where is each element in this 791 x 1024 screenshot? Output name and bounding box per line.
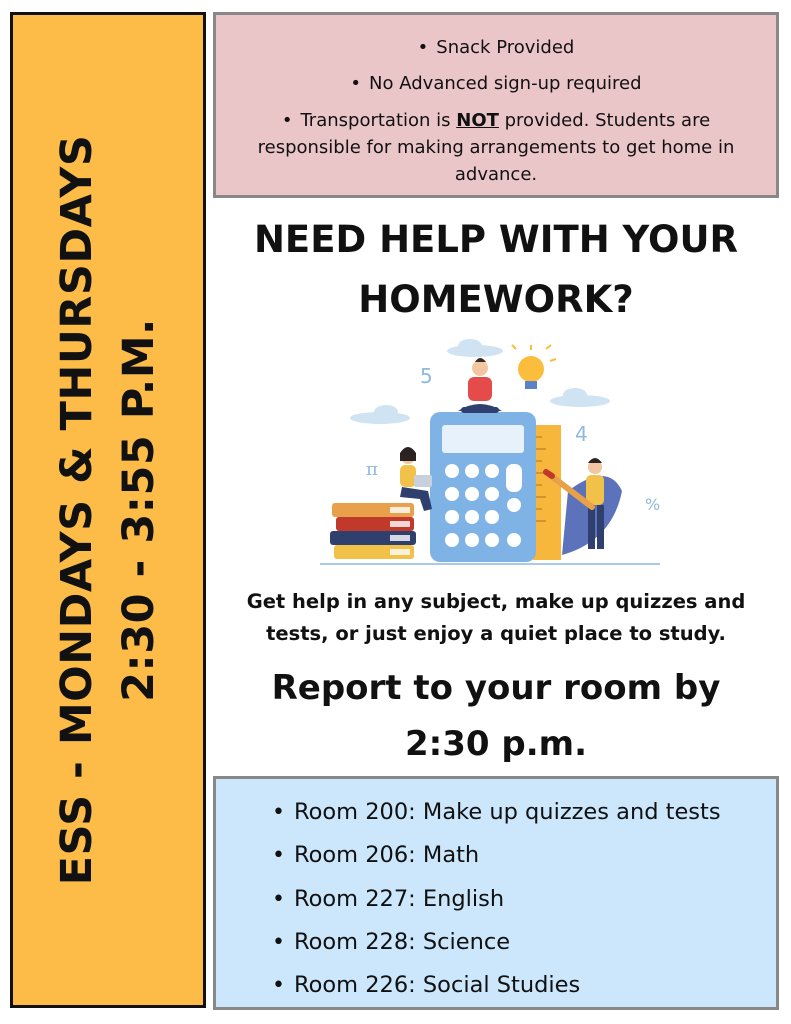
not-emphasis: NOT	[456, 110, 499, 131]
four-glyph: 4	[575, 422, 588, 446]
headline: NEED HELP WITH YOUR HOMEWORK?	[253, 218, 739, 321]
room-item: • Room 227: English	[294, 878, 776, 921]
schedule-sidebar	[10, 12, 206, 1008]
report-instruction: Report to your room by 2:30 p.m.	[271, 668, 721, 764]
student-sitting-icon	[458, 358, 502, 413]
help-description: Get help in any subject, make up quizzes and tests, or just enjoy a quiet place to study.	[246, 590, 746, 645]
lightbulb-icon	[512, 345, 556, 389]
rooms-box	[213, 776, 779, 1010]
room-item: • Room 226: Social Studies	[294, 964, 776, 1007]
schedule-days: ESS - MONDAYS & THURSDAYS	[52, 134, 102, 886]
info-item-transport: • Transportation is NOT provided. Students are responsible for making arrangements to get home in advance.	[257, 110, 735, 185]
room-item: • Room 206: Math	[294, 834, 776, 877]
info-list	[216, 15, 776, 188]
room-item: • Room 228: Science	[294, 921, 776, 964]
info-item: • No Advanced sign-up required	[350, 73, 642, 94]
student-laptop-icon	[400, 447, 432, 511]
room-item: • Room 200: Make up quizzes and tests	[294, 791, 776, 834]
percent-glyph: %	[645, 495, 661, 514]
info-box	[213, 12, 779, 198]
pi-glyph: π	[366, 459, 378, 480]
books-stack-icon	[330, 503, 416, 559]
ruler-icon	[533, 425, 561, 560]
info-item: • Snack Provided	[417, 37, 575, 58]
calculator-students-illustration	[320, 335, 680, 575]
schedule-text	[46, 30, 170, 990]
rooms-list	[216, 779, 776, 1007]
calculator-icon	[430, 412, 536, 562]
schedule-times: 2:30 - 3:55 P.M.	[114, 318, 164, 702]
five-glyph: 5	[420, 364, 433, 388]
